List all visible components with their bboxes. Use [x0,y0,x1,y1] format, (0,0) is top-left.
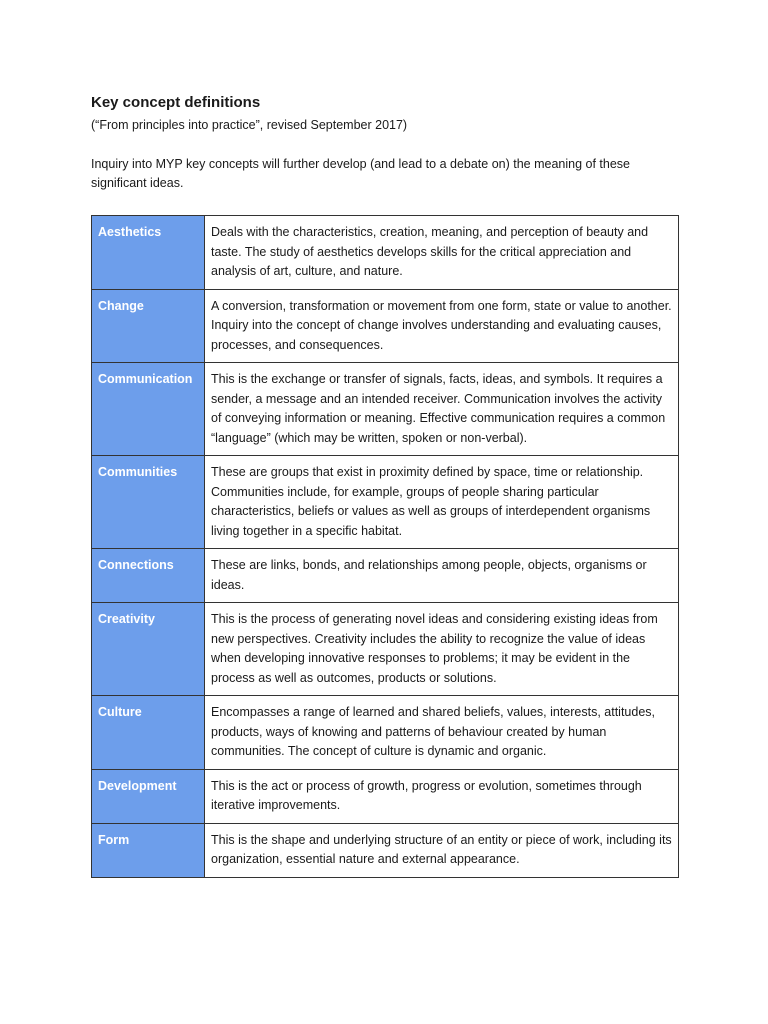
table-row [92,823,679,877]
table-row [92,603,679,696]
concept-term: Communication [92,363,205,456]
table-row [92,363,679,456]
concept-term: Aesthetics [92,216,205,290]
concept-definition: This is the process of generating novel ideas and considering existing ideas from new perspectives. Creativity includes the ability to recognize the value of ideas when developing innovative responses to problems; it may be evident in the process as well as outcomes, products or solutions. [205,603,679,696]
document-subtitle: (“From principles into practice”, revised September 2017) [91,118,408,132]
concept-term: Connections [92,549,205,603]
concept-definition: A conversion, transformation or movement from one form, state or value to another. Inquiry into the concept of change involves understanding and evaluating causes, processes, and consequences. [205,289,679,363]
concept-definition: Deals with the characteristics, creation, meaning, and perception of beauty and taste. The study of aesthetics develops skills for the critical appreciation and analysis of art, culture, and nature. [205,216,679,290]
document-title: Key concept definitions [91,94,261,111]
concept-term: Change [92,289,205,363]
table-row [92,696,679,770]
document-intro: Inquiry into MYP key concepts will further develop (and lead to a debate on) the meaning of these significant ideas. [91,157,630,190]
concepts-table [91,215,679,878]
concept-definition: This is the exchange or transfer of signals, facts, ideas, and symbols. It requires a sender, a message and an intended receiver. Communication involves the activity of conveying information or meaning. Effective communication requires a common “language” (which may be written, spoken or non-verbal). [205,363,679,456]
table-row [92,289,679,363]
concept-definition: Encompasses a range of learned and shared beliefs, values, interests, attitudes, products, ways of knowing and patterns of behaviour created by human communities. The concept of culture is dynamic and organic. [205,696,679,770]
table-row [92,216,679,290]
concept-term: Development [92,769,205,823]
table-row [92,549,679,603]
concept-term: Form [92,823,205,877]
concept-definition: These are links, bonds, and relationships among people, objects, organisms or ideas. [205,549,679,603]
table-row [92,456,679,549]
concept-term: Culture [92,696,205,770]
table-row [92,769,679,823]
concept-definition: This is the shape and underlying structure of an entity or piece of work, including its organization, essential nature and external appearance. [205,823,679,877]
document-header [91,93,681,193]
concept-term: Creativity [92,603,205,696]
concept-definition: These are groups that exist in proximity defined by space, time or relationship. Communities include, for example, groups of people sharing particular characteristics, beliefs or values as well as groups of interdependent organisms living together in a specific habitat. [205,456,679,549]
concept-definition: This is the act or process of growth, progress or evolution, sometimes through iterative improvements. [205,769,679,823]
concept-term: Communities [92,456,205,549]
